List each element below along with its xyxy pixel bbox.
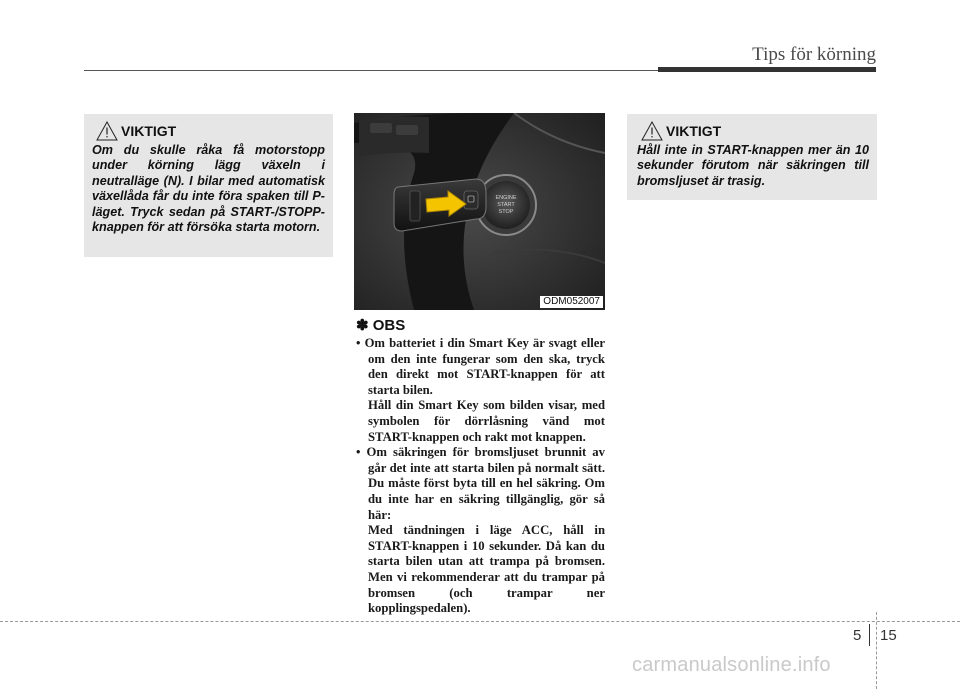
chapter-number: 5 bbox=[853, 627, 862, 644]
obs-item-text: Om batteriet i din Smart Key är svagt eller om den inte fungerar som den ska, tryck den direkt mot START-knappen för att starta bilen. bbox=[364, 336, 606, 397]
footer-rule bbox=[0, 621, 960, 622]
button-label-line3: STOP bbox=[498, 209, 514, 215]
header-rule-accent bbox=[658, 67, 876, 72]
obs-item-sub: Håll din Smart Key som bilden visar, med symbolen för dörrlåsning vänd mot START-knappen och rakt mot knappen. bbox=[368, 398, 605, 444]
warning-text: Om du skulle råka få motorstopp under körning lägg växeln i neutralläge (N). I bilar med automatisk växellåda får du inte föra spaken till P-läget. Tryck sedan på START-/STOPP-knappen för att försöka starta motorn. bbox=[92, 143, 325, 235]
obs-item-text: Om säkringen för bromsljuset brunnit av går det inte att starta bilen på normalt sätt. Du måste först byta till en hel säkring. Om du inte har en säkring tillgänglig, gör så här: bbox=[366, 445, 605, 522]
page-header-title: Tips för körning bbox=[752, 44, 876, 65]
obs-item bbox=[356, 336, 605, 398]
warning-heading bbox=[92, 120, 325, 142]
warning-heading bbox=[637, 120, 869, 142]
image-code: ODM052007 bbox=[540, 296, 603, 308]
obs-item-sub: Med tändningen i läge ACC, håll in START-knappen i 10 sekunder. Då kan du starta bilen utan att trampa på bromsen. Men vi rekommenderar att du trampar på bromsen (och trampar ner kopplingspedalen). bbox=[368, 523, 605, 616]
footer-vertical-rule bbox=[876, 612, 877, 689]
bullet: • bbox=[356, 445, 361, 460]
smart-key-illustration bbox=[354, 113, 605, 310]
warning-box-left bbox=[84, 114, 333, 257]
warning-title: VIKTIGT bbox=[121, 123, 177, 139]
smart-key-photo bbox=[354, 113, 605, 310]
warning-triangle-icon bbox=[641, 121, 663, 141]
warning-box-right bbox=[627, 114, 877, 200]
watermark: carmanualsonline.info bbox=[632, 654, 831, 676]
button-label-line1: ENGINE bbox=[495, 195, 517, 201]
button-label-line2: START bbox=[497, 202, 515, 208]
bullet: • bbox=[356, 336, 361, 350]
obs-item bbox=[356, 445, 605, 523]
obs-note bbox=[356, 316, 605, 617]
obs-title: ✽ OBS bbox=[356, 317, 406, 334]
page-number: 15 bbox=[880, 627, 897, 644]
warning-text: Håll inte in START-knappen mer än 10 sekunder förutom när säkringen till bromsljuset är trasig. bbox=[637, 143, 869, 188]
page-number-divider bbox=[869, 624, 870, 646]
warning-triangle-icon bbox=[96, 121, 118, 141]
warning-title: VIKTIGT bbox=[666, 123, 722, 139]
